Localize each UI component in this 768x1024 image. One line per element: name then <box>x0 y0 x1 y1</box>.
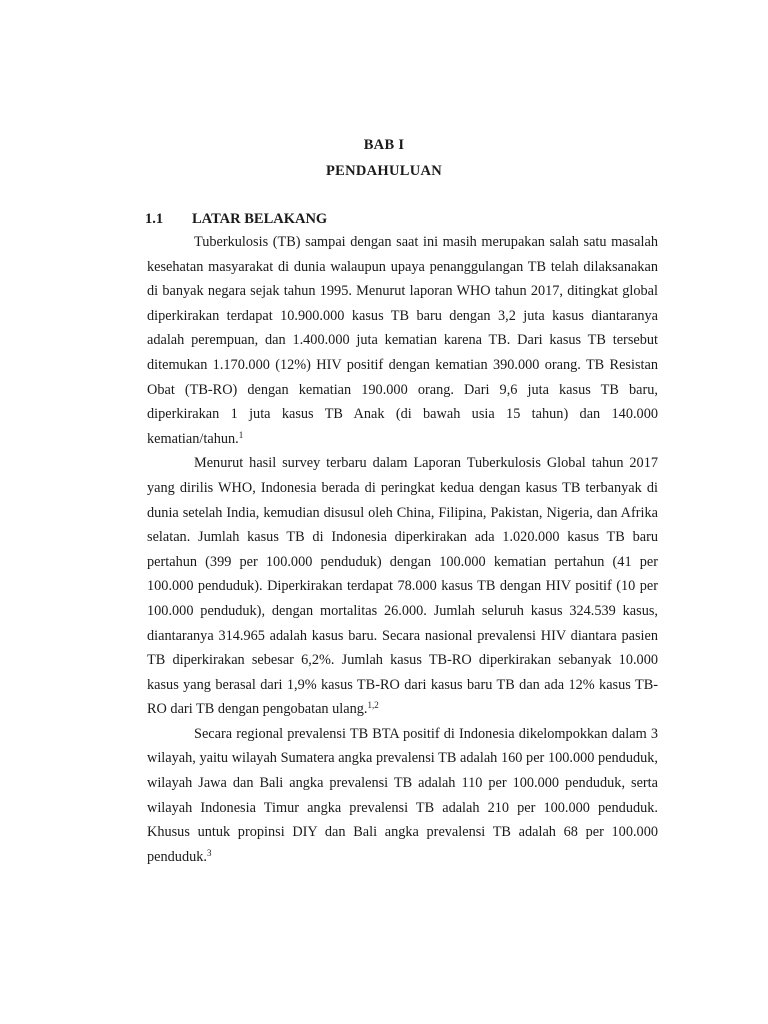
paragraph-text: Secara regional prevalensi TB BTA positif di Indonesia dikelompokkan dalam 3 wilayah, yaitu wilayah Sumatera angka prevalensi TB adalah 160 per 100.000 penduduk, wilayah Jawa dan Bali angka prevalensi TB adalah 110 per 100.000 penduduk, serta wilayah Indonesia Timur angka prevalensi TB adalah 210 per 100.000 penduduk. Khusus untuk propinsi DIY dan Bali angka prevalensi TB adalah 68 per 100.000 penduduk. <box>147 725 658 865</box>
chapter-number: BAB I <box>363 137 405 153</box>
paragraph-text: Tuberkulosis (TB) sampai dengan saat ini masih merupakan salah satu masalah kesehatan masyarakat di dunia walaupun upaya penanggulangan TB telah dilaksanakan di banyak negara sejak tahun 1995. Menurut laporan WHO tahun 2017, ditingkat global diperkirakan terdapat 10.900.000 kasus TB baru dengan 3,2 juta kasus diantaranya adalah perempuan, dan 1.400.000 juta kematian karena TB. Dari kasus TB tersebut ditemukan 1.170.000 (12%) HIV positif dengan kematian 390.000 orang. TB Resistan Obat (TB-RO) dengan kematian 190.000 orang. Dari 9,6 juta kasus TB baru, diperkirakan 1 juta kasus TB Anak (di bawah usia 15 tahun) dan 140.000 kematian/tahun. <box>147 234 658 447</box>
paragraph-1 <box>147 230 658 451</box>
footnote-ref: 3 <box>206 847 212 858</box>
body-text <box>147 230 658 869</box>
paragraph-2 <box>147 451 658 722</box>
footnote-ref: 1,2 <box>367 700 379 711</box>
section-title: LATAR BELAKANG <box>192 211 328 227</box>
paragraph-text: Menurut hasil survey terbaru dalam Laporan Tuberkulosis Global tahun 2017 yang dirilis WHO, Indonesia berada di peringkat kedua dengan kasus TB terbanyak di dunia setelah India, kemudian disusul oleh China, Filipina, Pakistan, Nigeria, dan Afrika selatan. Jumlah kasus TB di Indonesia diperkirakan ada 1.020.000 kasus TB baru pertahun (399 per 100.000 penduduk) dengan 100.000 kematian pertahun (41 per 100.000 penduduk). Diperkirakan terdapat 78.000 kasus TB dengan HIV positif (10 per 100.000 penduduk), dengan mortalitas 26.000. Jumlah seluruh kasus 324.539 kasus, diantaranya 314.965 adalah kasus baru. Secara nasional prevalensi HIV diantara pasien TB diperkirakan sebesar 6,2%. Jumlah kasus TB-RO diperkirakan sebanyak 10.000 kasus yang berasal dari 1,9% kasus TB-RO dari kasus baru TB dan ada 12% kasus TB-RO dari TB dengan pengobatan ulang. <box>147 455 658 718</box>
chapter-title: PENDAHULUAN <box>325 163 443 179</box>
footnote-ref: 1 <box>238 429 244 440</box>
paragraph-3 <box>147 722 658 870</box>
section-number: 1.1 <box>145 211 164 227</box>
section-heading <box>145 211 327 228</box>
